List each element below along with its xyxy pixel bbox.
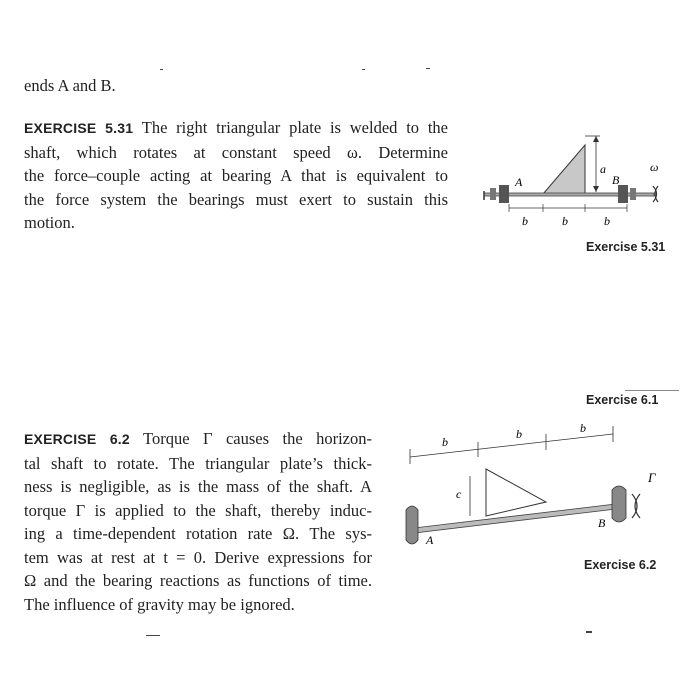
label-b-bearing: B (598, 516, 606, 530)
label-b-dimension: b (442, 435, 448, 449)
triangular-plate (486, 469, 546, 516)
text-line: ing a time-dependent rotation rate Ω. The sys- (24, 524, 372, 543)
text-line: The influence of gravity may be ignored. (24, 594, 295, 614)
text-line: the force system the bearings must exert to sustain this (24, 189, 448, 209)
cropped-mark (146, 635, 160, 636)
label-a-dimension: a (600, 162, 606, 176)
label-omega: ω (650, 160, 659, 174)
exercise-6-1-caption: Exercise 6.1 (586, 393, 659, 407)
exercise-6-2-text (24, 427, 372, 616)
label-b-dimension: b (562, 214, 568, 228)
text-line: ness is negligible, as is the mass of the shaft. A (24, 477, 372, 496)
exercise-label: EXERCISE 6.2 (24, 431, 130, 447)
bearing-a (499, 185, 509, 203)
dimension-line (410, 434, 613, 457)
text-line: shaft, which rotates at constant speed ω. Determine (24, 142, 448, 162)
label-b-dimension: b (604, 214, 610, 228)
text-line: the force–couple acting at bearing A that is equivalent to (24, 166, 448, 185)
shaft (484, 193, 654, 196)
text-line: tem was at rest at t = 0. Derive expressions for (24, 547, 372, 567)
text-line: torque Γ is applied to the shaft, thereby induc- (24, 500, 372, 520)
label-b-dimension: b (522, 214, 528, 228)
bearing-b (618, 185, 628, 203)
exercise-5-31-figure (472, 128, 672, 238)
cropped-mark (362, 69, 365, 70)
cropped-mark (426, 68, 430, 69)
exercise-6-2-caption: Exercise 6.2 (584, 558, 657, 572)
previous-exercise-ending: ends A and B. (24, 76, 116, 95)
rule-line (625, 390, 679, 391)
label-a-bearing: A (515, 175, 523, 189)
exercise-6-2-figure (398, 424, 668, 554)
arrow-head (593, 136, 599, 142)
label-a-bearing: A (426, 533, 434, 547)
exercise-label: EXERCISE 5.31 (24, 120, 134, 136)
label-gamma: Γ (648, 470, 656, 485)
bearing-b-collar (630, 188, 636, 200)
bearing-a (406, 506, 418, 544)
cropped-mark (160, 69, 163, 70)
cropped-mark (586, 631, 592, 633)
bearing-a-collar (490, 188, 496, 200)
exercise-5-31-text (24, 116, 448, 235)
bearing-b (612, 486, 626, 522)
text-line: EXERCISE 5.31 The right triangular plate is welded to the (24, 118, 449, 137)
label-b-dimension: b (516, 427, 522, 441)
label-b-bearing: B (612, 173, 620, 187)
text-line: motion. (24, 213, 75, 232)
label-c-dimension: c (456, 487, 462, 501)
text-line: Ω and the bearing reactions as functions of time. (24, 571, 372, 590)
triangular-plate (543, 145, 585, 194)
label-b-dimension: b (580, 424, 586, 435)
exercise-5-31-caption: Exercise 5.31 (586, 240, 666, 254)
text-line: EXERCISE 6.2 Torque Γ causes the horizon- (24, 429, 373, 448)
arrow-head (593, 186, 599, 192)
text-line: tal shaft to rotate. The triangular plate’s thick- (24, 453, 372, 473)
